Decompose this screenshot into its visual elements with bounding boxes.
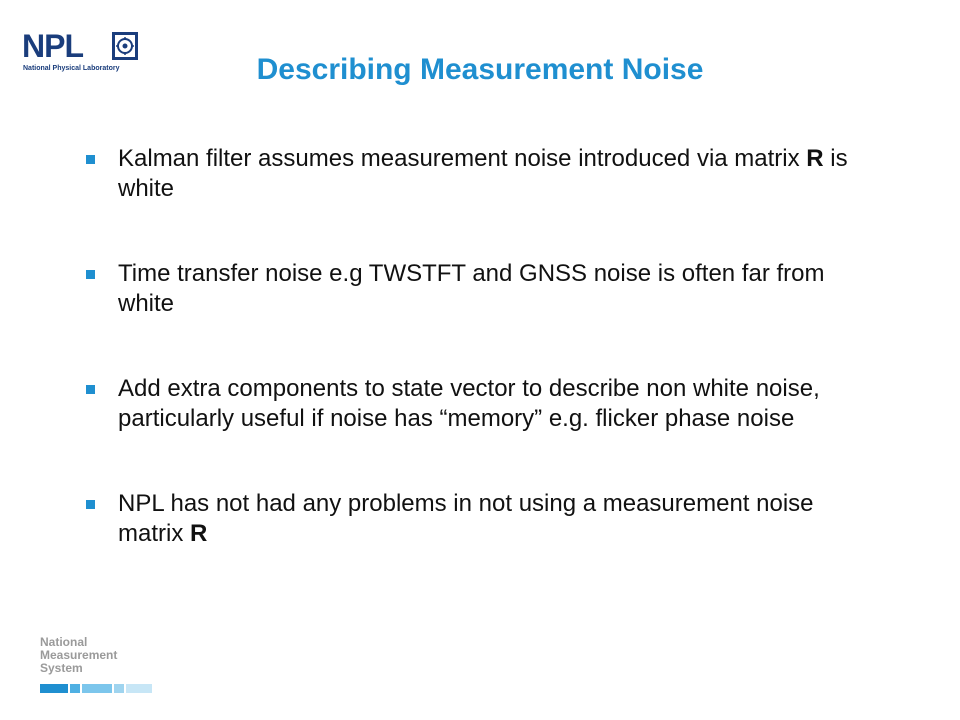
nms-logo [40,636,160,696]
nms-color-bar-icon [40,684,152,693]
bullet-list [84,144,884,549]
square-bullet-icon [86,500,95,509]
square-bullet-icon [86,155,95,164]
square-bullet-icon [86,385,95,394]
nms-line-1: National [40,635,88,649]
nms-line-2: Measurement [40,648,118,662]
bullet-text: Time transfer noise e.g TWSTFT and GNSS noise is often far from white [118,260,825,317]
slide-title: Describing Measurement Noise [256,53,704,86]
bullet-bold: R [806,145,824,172]
bullet-item [84,259,884,319]
npl-logo-letters: NPL [22,28,83,64]
bullet-text: Kalman filter assumes measurement noise introduced via matrix [118,145,807,172]
square-bullet-icon [86,270,95,279]
nms-line-3: System [40,661,83,675]
npl-logo-subtitle: National Physical Laboratory [23,65,120,72]
bullet-bold: R [190,520,208,547]
bullet-text: NPL has not had any problems in not using a measurement noise matrix [118,490,814,547]
bullet-text-end: is white [118,145,848,202]
bullet-item [84,144,884,204]
bullet-text: Add extra components to state vector to describe non white noise, particularly useful if noise has “memory” e.g. flicker phase noise [118,375,820,432]
bullet-item [84,489,884,549]
bullet-item [84,374,884,434]
